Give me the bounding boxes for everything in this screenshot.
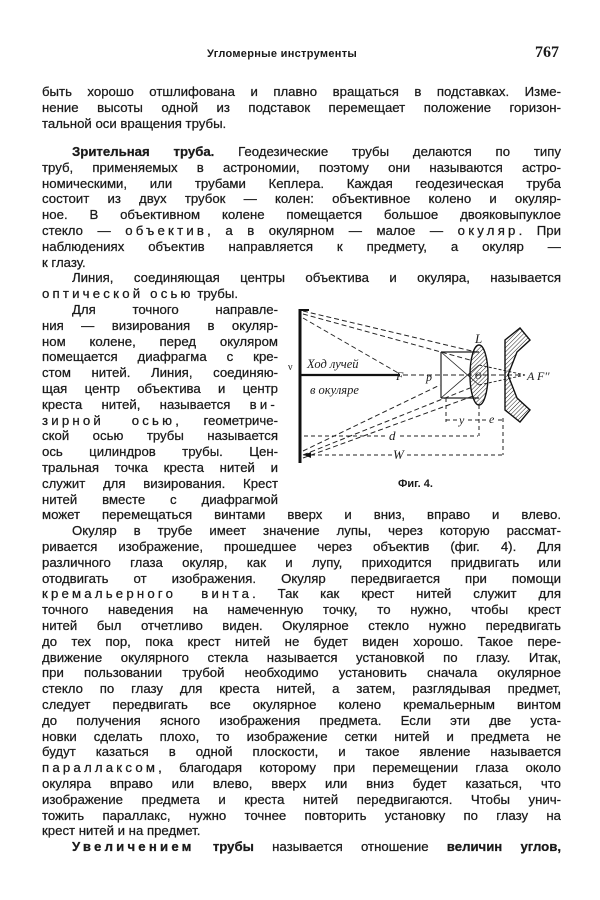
text-spaced: объектив — [125, 223, 208, 238]
text-run: ской осью трубы называется — [42, 428, 278, 444]
figure-caption: Фиг. 4. — [398, 478, 433, 490]
text-bold-spaced: Увеличением — [72, 839, 195, 855]
text-line — [42, 444, 278, 460]
text-run: может перемещаться винтами вверх и вниз, вправо и влево. — [42, 507, 561, 523]
text-line — [42, 571, 561, 587]
text-line — [42, 760, 561, 776]
text-line — [42, 428, 278, 444]
text-run: нитей был отчетливо виден. Окулярное стекло нужно передвигать — [42, 618, 561, 633]
label-F: F — [396, 369, 404, 383]
text-line — [42, 792, 561, 808]
text-line — [42, 349, 278, 365]
text-run: стом нитей. Линия, соединяю- — [42, 365, 278, 381]
text-line — [42, 744, 561, 760]
text-run: стекло — — [42, 223, 126, 238]
text-line — [42, 539, 561, 555]
text-run: ное. В объективном колене помещается большое двояковыпуклое — [42, 207, 561, 223]
text-line — [42, 116, 561, 132]
text-line — [42, 492, 278, 508]
label-y: y — [459, 413, 465, 427]
text-run: стекло по глазу для креста нитей, а затем, разглядывая предмет, — [42, 681, 561, 697]
text-run: до получения ясного изображения предмета. Если эти две уста- — [42, 712, 561, 728]
label-rays: Ход лучей — [307, 357, 359, 371]
text-run: , благодаря которому при перемещении глаза около — [158, 760, 561, 776]
text-line — [42, 729, 561, 745]
text-bold: величин углов, — [446, 839, 561, 855]
text-line — [42, 823, 561, 839]
text-run: Для точного направле- — [72, 302, 278, 317]
label-d: d — [389, 428, 396, 443]
text-line — [42, 84, 561, 100]
text-line — [42, 476, 278, 492]
text-run: Геодезические трубы делаются по типу — [214, 144, 561, 159]
text-line — [42, 681, 561, 697]
text-run: быть хорошо отшлифована и плавно вращаться в подставках. Изме- — [42, 84, 561, 99]
page-number: 767 — [535, 44, 559, 61]
text-run: помещается диафрагма с кре- — [42, 349, 278, 365]
text-run: различного глаза окуляр, как и лупу, приходится придвигать или — [42, 554, 561, 570]
text-spaced: ви- — [249, 396, 278, 412]
text-line — [42, 334, 278, 350]
text-line — [42, 223, 561, 239]
text-run: состоит из двух трубок — колен: объективное колено и окуляр- — [42, 191, 561, 207]
text-line — [42, 602, 561, 618]
text-bold: трубы — [194, 839, 254, 855]
text-line — [42, 634, 561, 650]
figure-4-telescope-eyepiece-diagram — [280, 300, 550, 475]
text-line — [42, 618, 561, 634]
label-p: p — [426, 370, 432, 384]
text-line — [42, 318, 278, 334]
running-title: Угломерные инструменты — [207, 48, 358, 60]
label-F2: F'' — [537, 369, 550, 383]
text-run: к глазу. — [42, 254, 86, 270]
text-run: отодвигать от изображения. Окуляр передвигается при помощи — [42, 570, 561, 586]
text-run: , геометриче- — [175, 412, 278, 428]
text-run: номическими, или трубами Кеплера. Каждая геодезическая труба — [42, 175, 561, 191]
text-line — [72, 302, 278, 318]
text-line — [42, 176, 561, 192]
text-line — [42, 239, 561, 255]
text-line — [42, 381, 278, 397]
label-L: L — [475, 331, 483, 346]
text-run: тальной оси вращения трубы. — [42, 116, 227, 131]
text-run: Линия, соединяющая центры объектива и окуляра, называется — [72, 270, 561, 286]
text-line — [42, 697, 561, 713]
text-line — [72, 144, 561, 160]
text-run: ривается изображение, прошедшее через объектив (фиг. 4). Для — [42, 539, 561, 554]
text-run: до тех пор, пока крест нитей не будет виден хорошо. Такое пере- — [42, 633, 561, 649]
text-run: трубы. — [193, 286, 238, 302]
text-line — [42, 776, 561, 792]
text-run: , а в окулярном — малое — — [207, 223, 458, 238]
text-line — [42, 555, 561, 571]
text-run: нение высоты одной из подставок перемещает положение горизон- — [42, 100, 561, 115]
text-run: точного наведения на намеченную точку, то нужно, чтобы крест — [42, 602, 561, 618]
text-run: изображение предмета и креста нитей передвигаются. Чтобы унич- — [42, 791, 561, 807]
text-run: . Так как крест нитей служит для — [252, 586, 561, 602]
text-line — [42, 808, 561, 824]
text-line — [72, 523, 561, 539]
text-run: служит для визирования. Крест — [42, 475, 278, 491]
text-line — [42, 100, 561, 116]
text-line — [42, 650, 561, 666]
text-run: креста нитей, называется — [42, 396, 250, 412]
text-bold: Зрительная труба. — [72, 144, 215, 159]
text-run: щая центр объектива и центр — [42, 381, 278, 396]
text-run: ния — визирования в окуляр- — [42, 317, 278, 333]
label-nu: ν — [288, 362, 293, 373]
text-line — [42, 665, 561, 681]
text-run: при пользовании трубой необходимо установить сначала окулярное — [42, 665, 561, 681]
text-spaced: оптической осью — [42, 286, 194, 302]
text-line — [72, 270, 561, 286]
text-line — [42, 713, 561, 729]
text-spaced: зирной осью — [42, 412, 176, 428]
label-W: W — [393, 447, 404, 462]
text-run: движение окулярного стекла называется установкой по глазу. Итак, — [42, 649, 561, 665]
text-line — [42, 160, 561, 176]
text-line — [42, 365, 278, 381]
text-run: следует передвигать все окулярное колено кремальерным винтом — [42, 697, 561, 712]
text-spaced: кремальерного винта — [42, 586, 253, 602]
label-e: e — [489, 412, 495, 426]
text-run: тожить параллакс, нужно точнее повторить установку по глазу на — [42, 807, 561, 823]
text-line — [42, 207, 561, 223]
text-run: будут казаться в одной плоскости, и такое явление называется — [42, 744, 561, 760]
text-run: ном колене, перед окуляром — [42, 333, 278, 349]
text-line — [72, 839, 561, 855]
text-run: тральная точка креста нитей и — [42, 460, 278, 475]
text-run: крест нитей и на предмет. — [42, 823, 201, 839]
text-line — [42, 413, 278, 429]
text-run: наблюдениях объектив направляется к предмету, а окуляр — — [42, 238, 561, 254]
text-spaced: параллаксом — [42, 760, 159, 776]
text-run: . При — [518, 223, 561, 238]
text-line — [42, 586, 561, 602]
text-line — [42, 460, 278, 476]
text-run: труб, применяемых в астрономии, поэтому они называются астро- — [42, 159, 561, 175]
text-run: нитей вместе с диафрагмой — [42, 491, 278, 507]
text-run: новки сделать плохо, то изображение сетки нитей и предмета не — [42, 728, 561, 744]
text-run: Окуляр в трубе имеет значение лупы, через которую рассмат- — [72, 523, 561, 539]
text-run: называется отношение — [253, 839, 447, 855]
label-in-eyepiece: в окуляре — [310, 383, 359, 397]
text-line — [42, 397, 278, 413]
label-O: O — [475, 371, 482, 381]
text-run: окуляра вправо или влево, вверх или вниз будет казаться, что — [42, 776, 561, 791]
text-run: ось цилиндров трубы. Цен- — [42, 444, 278, 460]
text-line — [42, 507, 561, 523]
text-line — [42, 191, 561, 207]
text-line — [42, 255, 561, 271]
label-A: A — [527, 369, 535, 383]
text-spaced: окуляр — [457, 223, 519, 238]
